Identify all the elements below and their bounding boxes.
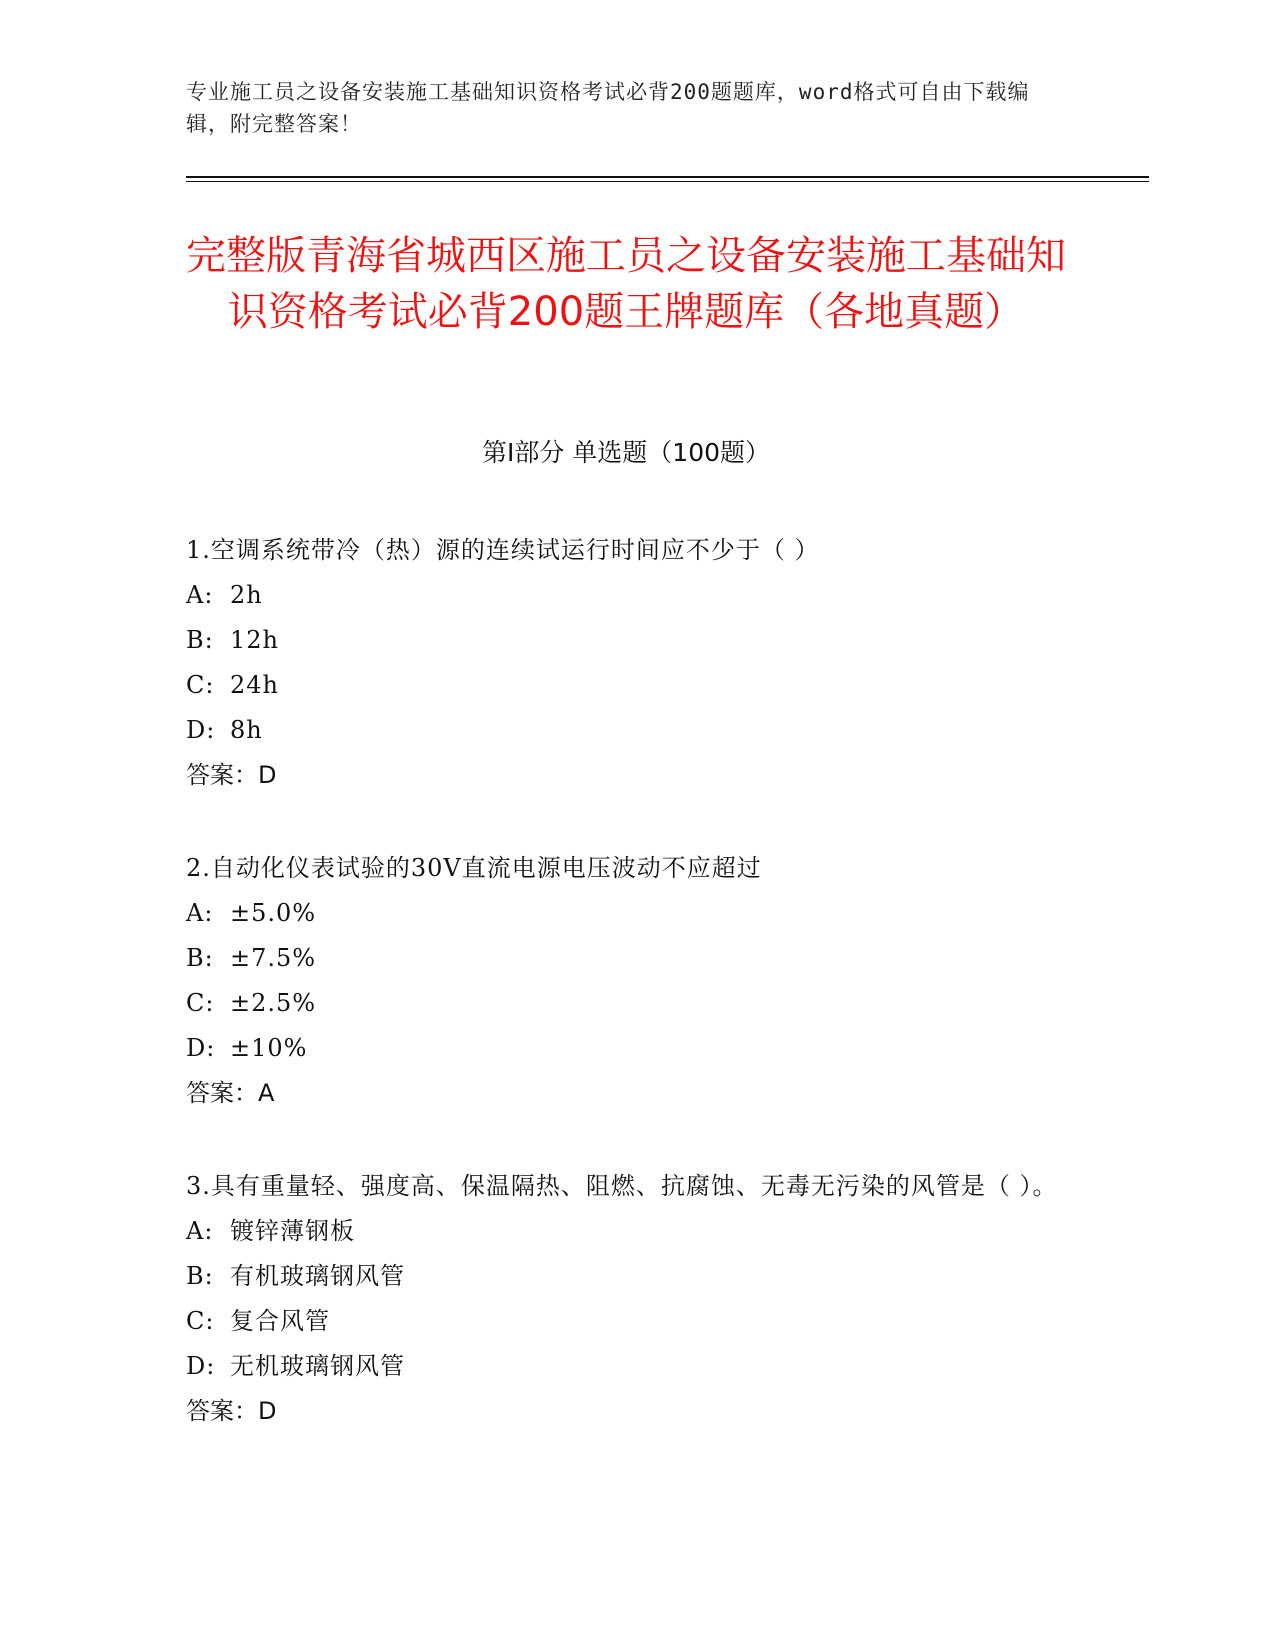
- option-b: [186, 936, 1086, 981]
- option-text: 24h: [230, 671, 279, 699]
- option-text: ±7.5%: [230, 944, 317, 972]
- option-letter: B:: [186, 1262, 214, 1290]
- option-text: 2h: [230, 581, 263, 609]
- option-c: [186, 663, 1086, 708]
- option-d: [186, 1344, 1086, 1389]
- section-title: 第Ⅰ部分 单选题（100题）: [481, 438, 771, 467]
- question-item: [186, 846, 1086, 1116]
- option-a: [186, 891, 1086, 936]
- option-b: [186, 618, 1086, 663]
- option-text: 镀锌薄钢板: [230, 1217, 355, 1245]
- option-d: [186, 1026, 1086, 1071]
- document-title: 完整版青海省城西区施工员之设备安装施工基础知识资格考试必背200题王牌题库（各地真题）: [186, 233, 1066, 335]
- option-letter: C:: [186, 989, 215, 1017]
- question-stem: 2.自动化仪表试验的30V直流电源电压波动不应超过: [186, 854, 762, 882]
- option-letter: B:: [186, 626, 214, 654]
- option-text: 无机玻璃钢风管: [230, 1352, 405, 1380]
- option-letter: C:: [186, 1307, 215, 1335]
- question-answer: 答案：A: [186, 1079, 275, 1107]
- option-text: 复合风管: [230, 1307, 330, 1335]
- option-c: [186, 1299, 1086, 1344]
- option-letter: A:: [186, 899, 214, 927]
- header-divider-thick: [186, 176, 1149, 178]
- question-answer: 答案：D: [186, 1397, 277, 1425]
- question-item: [186, 1164, 1086, 1434]
- question-list: [186, 528, 1086, 1482]
- option-text: ±5.0%: [230, 899, 317, 927]
- option-letter: B:: [186, 944, 214, 972]
- option-a: [186, 573, 1086, 618]
- option-text: 12h: [230, 626, 279, 654]
- option-text: ±10%: [230, 1034, 308, 1062]
- option-b: [186, 1254, 1086, 1299]
- question-answer: 答案：D: [186, 761, 277, 789]
- option-d: [186, 708, 1086, 753]
- header-note: 专业施工员之设备安装施工基础知识资格考试必背200题题库，word格式可自由下载编辑，附完整答案！: [186, 80, 1030, 136]
- option-letter: D:: [186, 1352, 216, 1380]
- option-a: [186, 1209, 1086, 1254]
- option-letter: A:: [186, 1217, 214, 1245]
- option-letter: C:: [186, 671, 215, 699]
- option-text: 有机玻璃钢风管: [230, 1262, 405, 1290]
- header-divider-thin: [186, 181, 1149, 182]
- question-stem: 3.具有重量轻、强度高、保温隔热、阻燃、抗腐蚀、无毒无污染的风管是（ ）。: [186, 1172, 1058, 1200]
- option-letter: D:: [186, 1034, 216, 1062]
- question-item: [186, 528, 1086, 798]
- option-letter: A:: [186, 581, 214, 609]
- option-letter: D:: [186, 716, 216, 744]
- question-stem: 1.空调系统带冷（热）源的连续试运行时间应不少于（ ）: [186, 536, 820, 564]
- option-text: 8h: [230, 716, 263, 744]
- option-c: [186, 981, 1086, 1026]
- option-text: ±2.5%: [230, 989, 317, 1017]
